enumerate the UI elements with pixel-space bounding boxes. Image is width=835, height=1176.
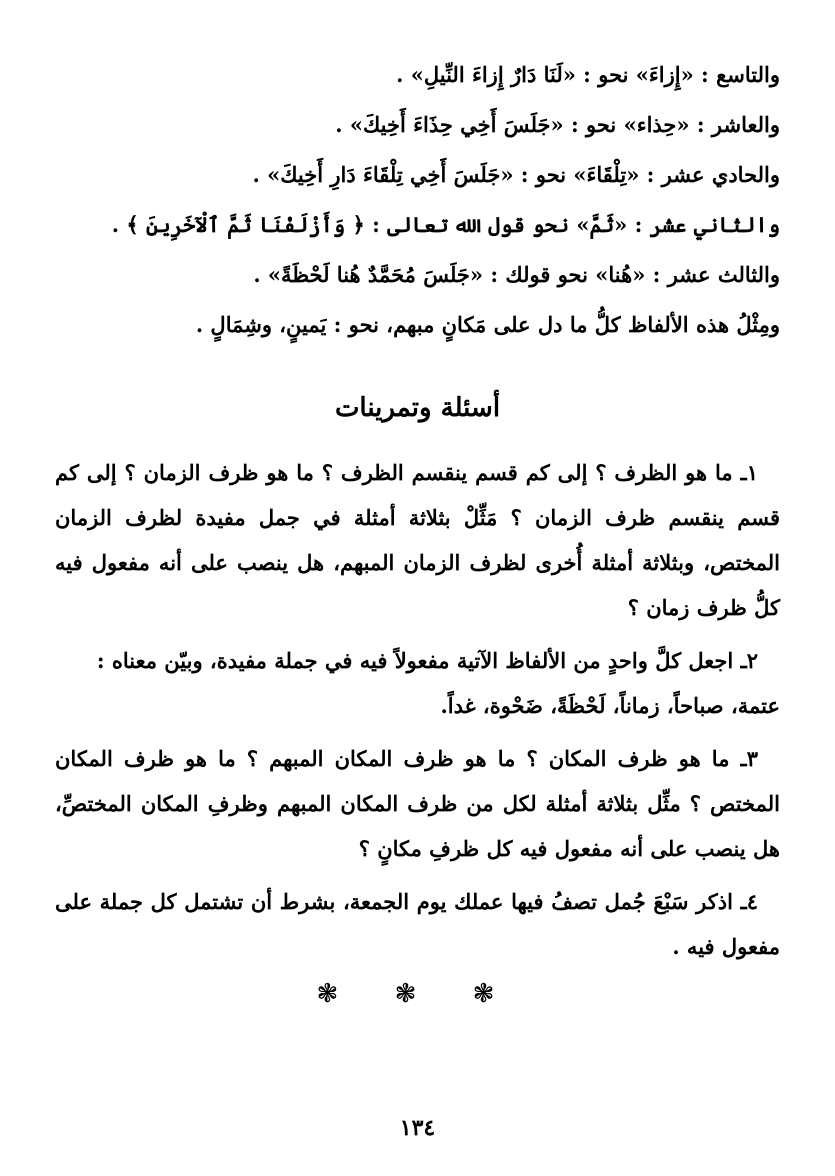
question-4-text: ٤ـ اذكر سَبْعَ جُمل تصفُ فيها عملك يوم الجمعة، بشرط أن تشتمل كل جملة على مفعول فيه .: [55, 889, 780, 959]
question-3: [55, 736, 780, 871]
section-separator: ❃ ❃ ❃: [316, 979, 519, 1009]
question-4: [55, 879, 780, 969]
question-3-text: ٣ـ ما هو ظرف المكان ؟ ما هو ظرف المكان المبهم ؟ ما هو ظرف المكان المختص ؟ مثِّل بثلاثة أمثلة لكل من ظرف المكان المبهم وظرفِ المكان المختصِّ، هل ينصب على أنه مفعول فيه كل ظرفِ مكانٍ ؟: [55, 746, 780, 861]
question-2-words: عتمة، صباحاً، زماناً، لَحْظَةً، ضَحْوة، غداً.: [440, 693, 780, 718]
page-number: ١٣٤: [399, 1115, 436, 1141]
question-1-text: ١ـ ما هو الظرف ؟ إلى كم قسم ينقسم الظرف ؟ ما هو ظرف الزمان ؟ إلى كم قسم ينقسم ظرف الزمان ؟ مَثِّلْ بثلاثة أمثلة في جمل مفيدة لظرف الزمان المختص، وبثلاثة أمثلة أُخرى لظرف الزمان المبهم، هل ينصب على أنه مفعول فيه كلُّ ظرف زمان ؟: [55, 460, 780, 620]
text-line-twelfth: والثاني عشر : «ثَمَّ» نحو قول الله تعالى : ﴿ وَأَزْلَفْنَا ثَمَّ ٱلْآخَرِينَ ﴾ .: [111, 212, 780, 237]
text-line-eleventh: والحادي عشر : «تِلْقَاءَ» نحو : «جَلَسَ أَخِي تِلْقَاءَ دَارِ أَخِيكَ» .: [252, 162, 780, 187]
text-line-summary: ومِثْلُ هذه الألفاظ كلُّ ما دل على مَكانٍ مبهم، نحو : يَمينٍ، وشِمَالٍ .: [195, 312, 780, 337]
text-line-thirteenth: والثالث عشر : «هُنا» نحو قولك : «جَلَسَ مُحَمَّدٌ هُنا لَحْظَةً» .: [253, 262, 780, 287]
question-1: [55, 450, 780, 630]
page-content: [55, 50, 780, 1009]
text-line-tenth: والعاشر : «حِذاء» نحو : «جَلَسَ أَخِي حِذَاءَ أَخِيكَ» .: [335, 112, 780, 137]
text-line-ninth: والتاسع : «إِزاءَ» نحو : «لَنَا دَارٌ إِزاءَ النِّيلِ» .: [396, 62, 780, 87]
question-2-text: ٢ـ اجعل كلَّ واحدٍ من الألفاظ الآتية مفعولاً فيه في جملة مفيدة، وبيّن معناه :: [96, 648, 758, 673]
question-2: [55, 638, 780, 728]
section-title: أسئلة وتمرينات: [334, 393, 501, 423]
